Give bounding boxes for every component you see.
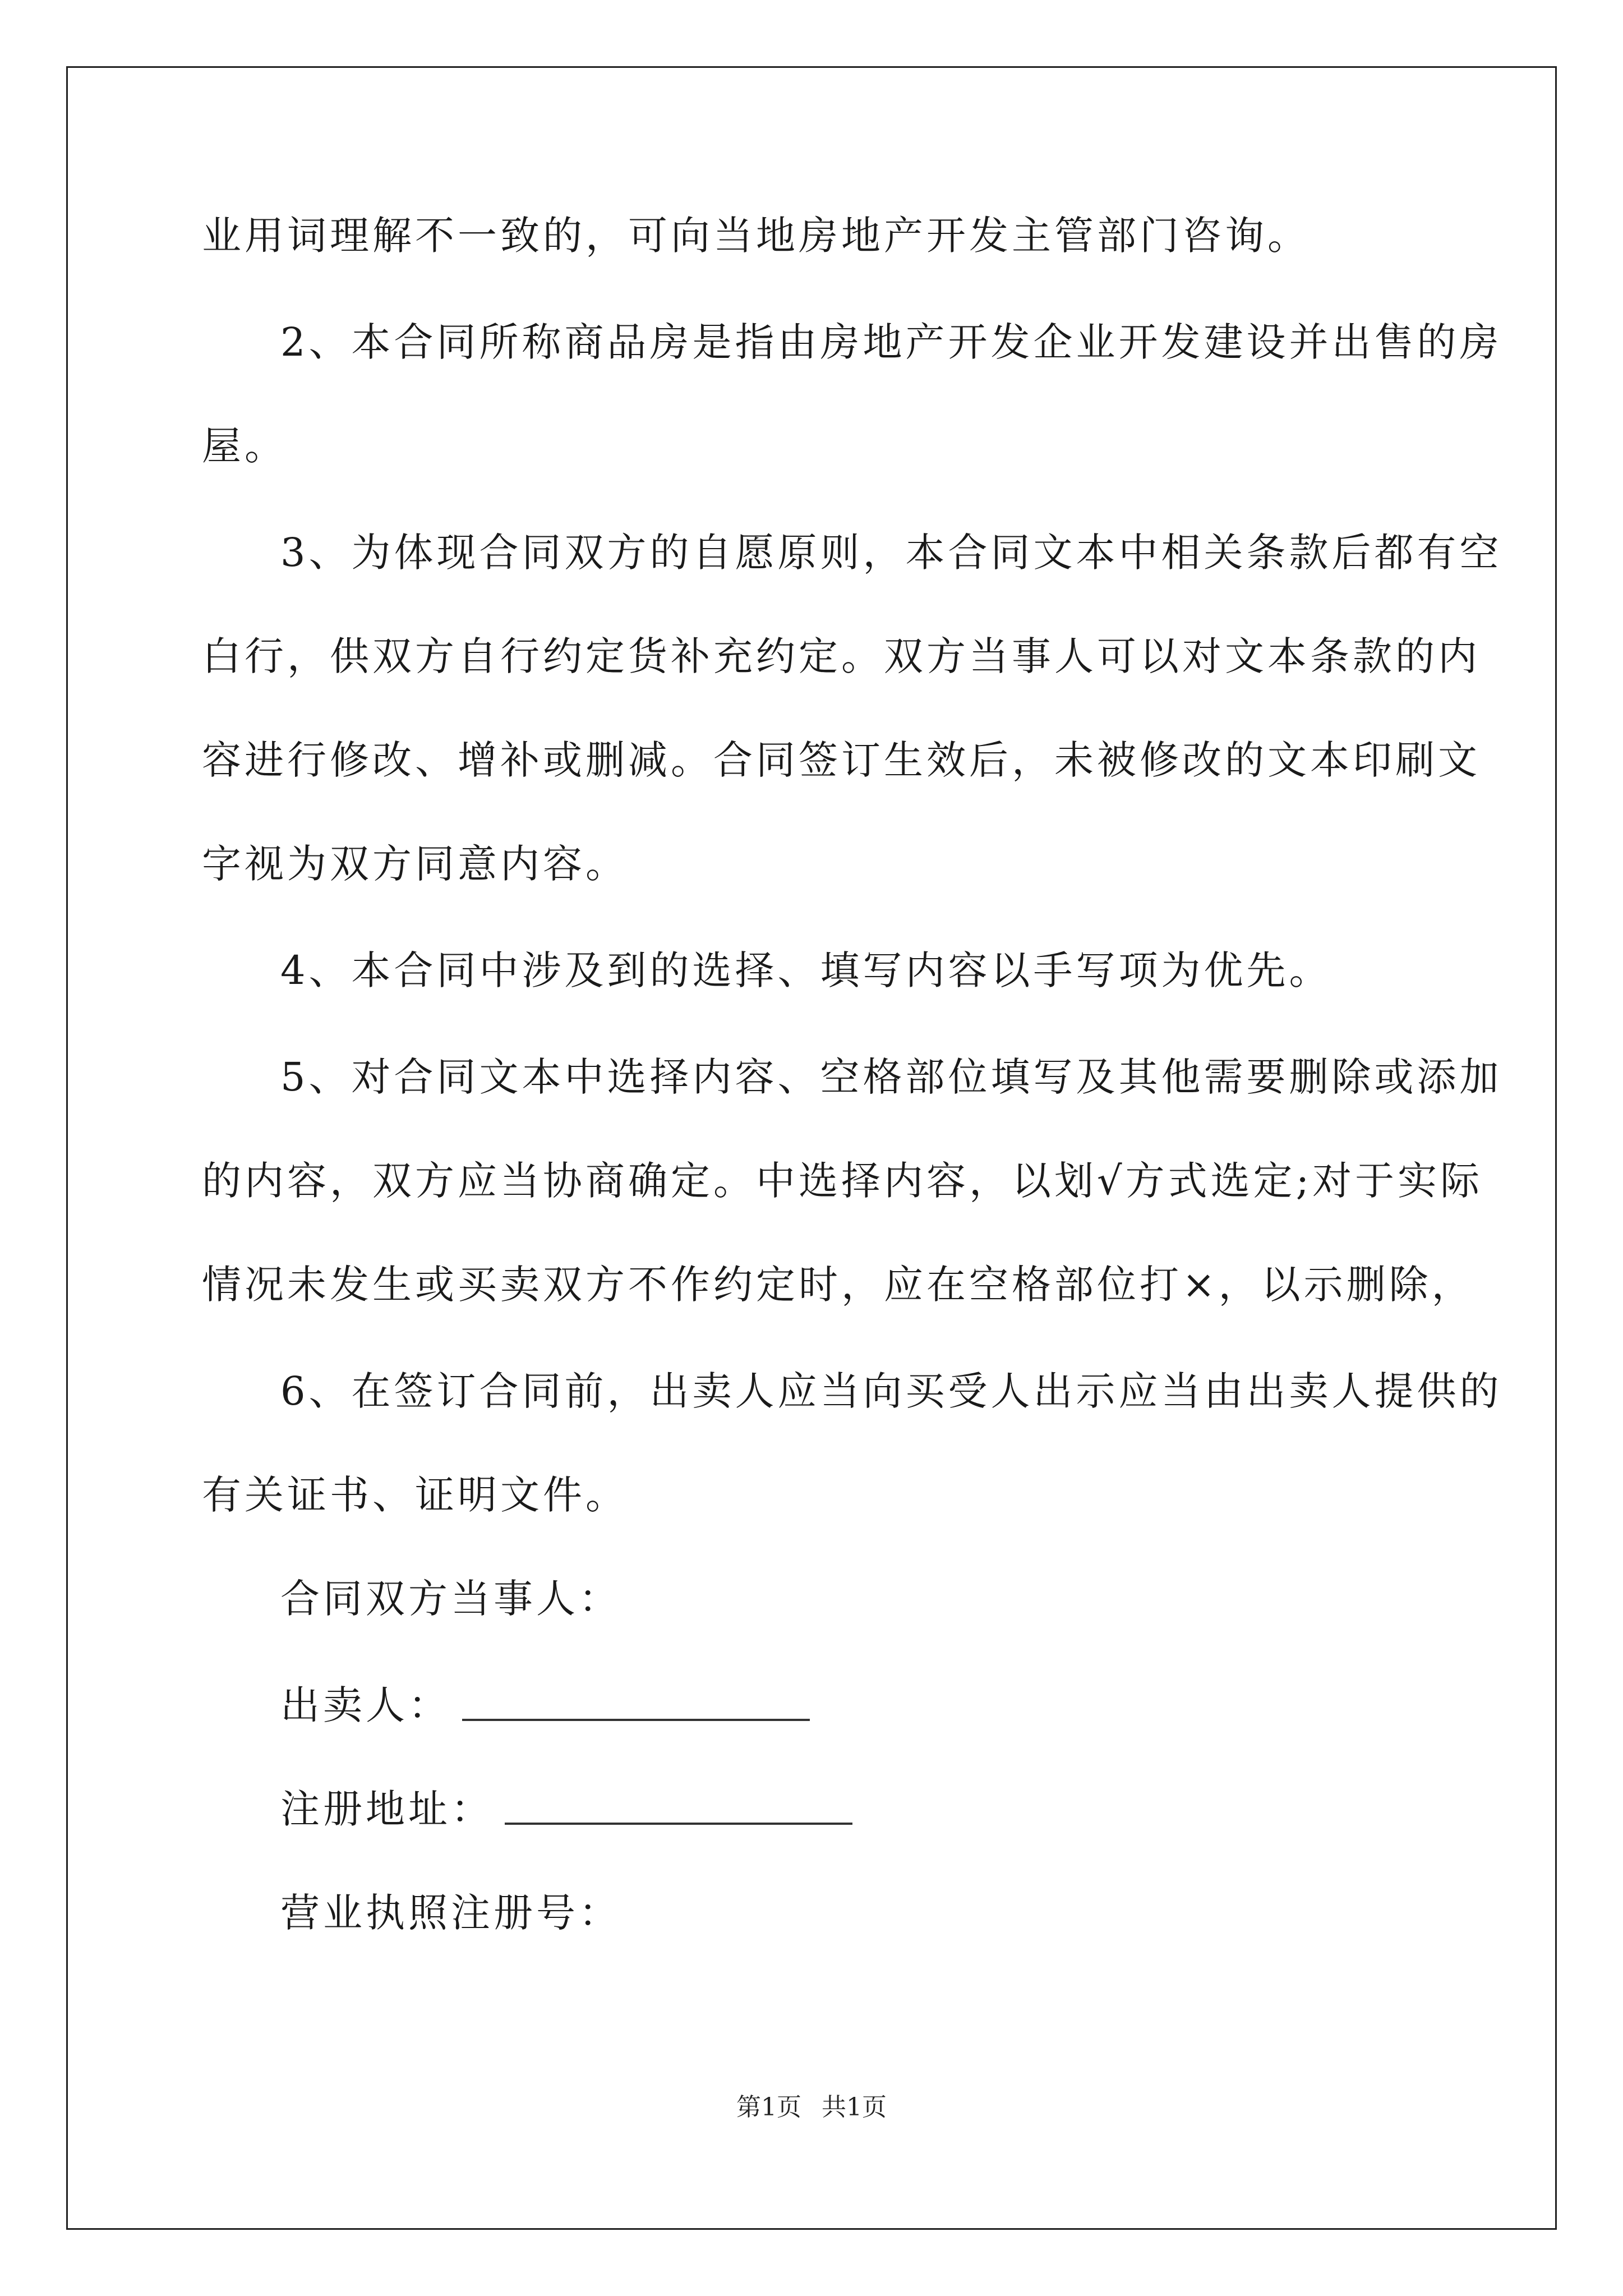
paragraph-item-3: 3、为体现合同双方的自愿原则，本合同文本中相关条款后都有空 [280,530,1502,576]
paragraph-item-4: 4、本合同中涉及到的选择、填写内容以手写项为优先。 [280,947,1332,993]
address-blank-line [505,1823,852,1825]
address-label: 注册地址： [280,1786,494,1832]
text-line: 有关证书、证明文件。 [202,1472,628,1518]
seller-blank-line [462,1719,810,1721]
text-line: 字视为双方同意内容。 [202,841,628,887]
license-field: 营业执照注册号： [280,1890,621,1936]
seller-field [280,1677,810,1733]
total-pages: 共1页 [822,2093,887,2122]
parties-heading: 合同双方当事人： [280,1576,621,1622]
text-line: 的内容，双方应当协商确定。中选择内容，以划√方式选定;对于实际 [202,1158,1483,1204]
text-line: 屋。 [202,423,287,469]
paragraph-item-2: 2、本合同所称商品房是指由房地产开发企业开发建设并出售的房 [280,319,1502,365]
paragraph-item-6: 6、在签订合同前，出卖人应当向买受人出示应当由出卖人提供的 [280,1368,1502,1414]
seller-label: 出卖人： [280,1682,451,1728]
page-footer [0,2091,1623,2124]
page-number: 第1页 [736,2093,801,2122]
text-line: 白行，供双方自行约定货补充约定。双方当事人可以对文本条款的内 [202,633,1481,679]
text-line: 业用词理解不一致的，可向当地房地产开发主管部门咨询。 [202,213,1310,259]
text-line: 容进行修改、增补或删减。合同签订生效后，未被修改的文本印刷文 [202,737,1481,783]
paragraph-item-5: 5、对合同文本中选择内容、空格部位填写及其他需要删除或添加 [280,1054,1502,1100]
text-line: 情况未发生或买卖双方不作约定时，应在空格部位打×，以示删除， [202,1262,1474,1308]
address-field [280,1781,852,1837]
